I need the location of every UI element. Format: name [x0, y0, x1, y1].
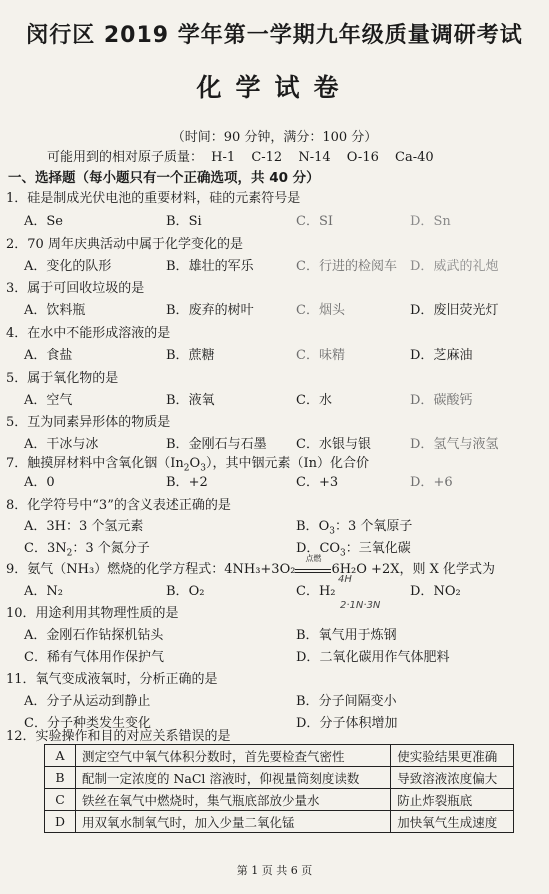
operation-cell: 配制一定浓度的 NaCl 溶液时，仰视量筒刻度读数	[76, 767, 391, 789]
question-9: 9．氨气（NH₃）燃烧的化学方程式：4NH₃+3O₂ 点燃 6H₂O +2X，则 X 化学式为	[6, 554, 495, 577]
option-c: C．味精	[296, 348, 345, 363]
atomic-mass: C-12	[251, 150, 283, 165]
option-c: C．行进的检阅车	[296, 259, 397, 274]
option-b: B．$O_3$：3 个氧原子	[296, 519, 413, 537]
option-d: D．+6	[410, 475, 453, 490]
atomic-masses-label: 可能用到的相对原子质量：	[47, 150, 204, 165]
option-c: C．烟头	[296, 303, 345, 318]
question-number: 1．	[6, 191, 28, 206]
question-text: 硅是制成光伏电池的重要材料，硅的元素符号是	[27, 191, 301, 206]
question-6: 5．互为同素异形体的物质是	[6, 415, 171, 430]
purpose-cell: 防止炸裂瓶底	[391, 789, 514, 811]
option-b: B．雄壮的军乐	[166, 259, 254, 274]
option-d: D．芝麻油	[410, 348, 473, 363]
row-label: A	[45, 745, 76, 767]
table-row	[45, 789, 514, 811]
purpose-cell: 加快氧气生成速度	[391, 811, 514, 833]
options-row	[0, 389, 549, 407]
question-10: 10．用途利用其物理性质的是	[6, 606, 179, 621]
option-b: B．Si	[166, 214, 202, 229]
exam-title: 闵行区 2019 学年第一学期九年级质量调研考试	[26, 23, 523, 48]
option-d: D．$CO_3$：三氧化碳	[296, 541, 411, 559]
option-d: D．分子体积增加	[296, 716, 398, 731]
atomic-mass: H-1	[211, 150, 236, 165]
operation-cell: 铁丝在氧气中燃烧时，集气瓶底部放少量水	[76, 789, 391, 811]
option-a: A．金刚石作钻探机钻头	[24, 628, 164, 643]
options-row	[0, 471, 549, 489]
question-text: 70 周年庆典活动中属于化学变化的是	[27, 237, 243, 252]
row-label: B	[45, 767, 76, 789]
option-a: A．分子从运动到静止	[24, 694, 151, 709]
options-row	[0, 515, 549, 537]
option-c: C．稀有气体用作保护气	[24, 650, 164, 665]
option-c: C．H₂	[296, 584, 336, 599]
option-a: A．0	[24, 475, 55, 490]
question-1	[6, 187, 300, 206]
option-c: C．水	[296, 393, 332, 408]
question-text: 氧气变成液氧时，分析正确的是	[35, 672, 218, 687]
option-b: B．分子间隔变小	[296, 694, 397, 709]
purpose-cell: 导致溶液浓度偏大	[391, 767, 514, 789]
question-text: 用途利用其物理性质的是	[35, 606, 179, 621]
option-a: A．N₂	[24, 584, 63, 599]
question-text: 实验操作和目的对应关系错误的是	[35, 729, 231, 744]
question-text: 化学符号中“3”的含义表述正确的是	[27, 498, 231, 513]
table-row	[45, 767, 514, 789]
option-b: B．金刚石与石墨	[166, 437, 267, 452]
question-12: 12．实验操作和目的对应关系错误的是	[6, 729, 231, 744]
option-a: A．3H：3 个氢元素	[24, 519, 144, 534]
option-a: A．干冰与冰	[24, 437, 99, 452]
operation-cell: 用双氧水制氧气时，加入少量二氧化锰	[76, 811, 391, 833]
option-c: C．+3	[296, 475, 339, 490]
option-b: B．废弃的树叶	[166, 303, 254, 318]
options-row	[0, 690, 549, 708]
row-label: D	[45, 811, 76, 833]
table-row	[45, 745, 514, 767]
experiment-table	[44, 744, 514, 833]
option-c: C．水银与银	[296, 437, 371, 452]
question-8: 8．化学符号中“3”的含义表述正确的是	[6, 498, 231, 513]
option-d: D．二氧化碳用作气体肥料	[296, 650, 450, 665]
atomic-mass: O-16	[346, 150, 379, 165]
options-row	[0, 255, 549, 273]
question-5: 5．属于氧化物的是	[6, 371, 119, 386]
atomic-masses	[47, 146, 434, 165]
operation-cell: 测定空气中氧气体积分数时，首先要检查气密性	[76, 745, 391, 767]
option-b: B．O₂	[166, 584, 205, 599]
section-title: 一、选择题（每小题只有一个正确选项，共 40 分）	[8, 170, 320, 186]
options-row	[0, 433, 549, 451]
option-a: A．Se	[24, 214, 63, 229]
question-text: 在水中不能形成溶液的是	[27, 326, 171, 341]
question-text: 属于可回收垃圾的是	[27, 281, 145, 296]
options-row	[0, 210, 549, 228]
option-b: B．+2	[166, 475, 208, 490]
table-row	[45, 811, 514, 833]
reaction-condition: 点燃	[295, 561, 331, 573]
options-row	[0, 624, 549, 642]
paper-subtitle: 化学试卷	[196, 73, 353, 102]
time-info: （时间：90 分钟，满分：100 分）	[171, 130, 378, 145]
handwritten-note: 4H	[338, 574, 352, 585]
option-c: C．$3N_2$：3 个氮分子	[24, 541, 150, 559]
option-d: D．Sn	[410, 214, 451, 229]
option-b: B．液氧	[166, 393, 215, 408]
option-a: A．变化的队形	[24, 259, 112, 274]
handwritten-note: 2·1N·3N	[340, 600, 381, 611]
question-2: 2．70 周年庆典活动中属于化学变化的是	[6, 237, 243, 252]
question-11: 11．氧气变成液氧时，分析正确的是	[6, 672, 218, 687]
atomic-mass: Ca-40	[395, 150, 434, 165]
options-row	[0, 299, 549, 317]
page-footer: 第 1 页 共 6 页	[236, 864, 313, 877]
option-d: D．氢气与液氢	[410, 437, 499, 452]
row-label: C	[45, 789, 76, 811]
option-b: B．蔗糖	[166, 348, 215, 363]
options-row	[0, 344, 549, 362]
option-c: C．SI	[296, 214, 333, 229]
option-b: B．氧气用于炼钢	[296, 628, 397, 643]
option-a: A．食盐	[24, 348, 73, 363]
question-4: 4．在水中不能形成溶液的是	[6, 326, 171, 341]
option-d: D．NO₂	[410, 584, 461, 599]
option-c: C．分子种类发生变化	[24, 716, 151, 731]
question-3: 3．属于可回收垃圾的是	[6, 281, 145, 296]
purpose-cell: 使实验结果更准确	[391, 745, 514, 767]
atomic-mass: N-14	[298, 150, 331, 165]
option-d: D．威武的礼炮	[410, 259, 499, 274]
options-row	[0, 646, 549, 664]
question-text: 属于氧化物的是	[27, 371, 119, 386]
options-row	[0, 580, 549, 598]
option-a: A．空气	[24, 393, 73, 408]
option-d: D．碳酸钙	[410, 393, 473, 408]
option-d: D．废旧荧光灯	[410, 303, 499, 318]
option-a: A．饮料瓶	[24, 303, 86, 318]
question-7: 7．触摸屏材料中含氧化铟$(In_2O_3)$，其中铟元素（In）化合价	[6, 456, 369, 474]
question-text: 互为同素异形体的物质是	[27, 415, 171, 430]
